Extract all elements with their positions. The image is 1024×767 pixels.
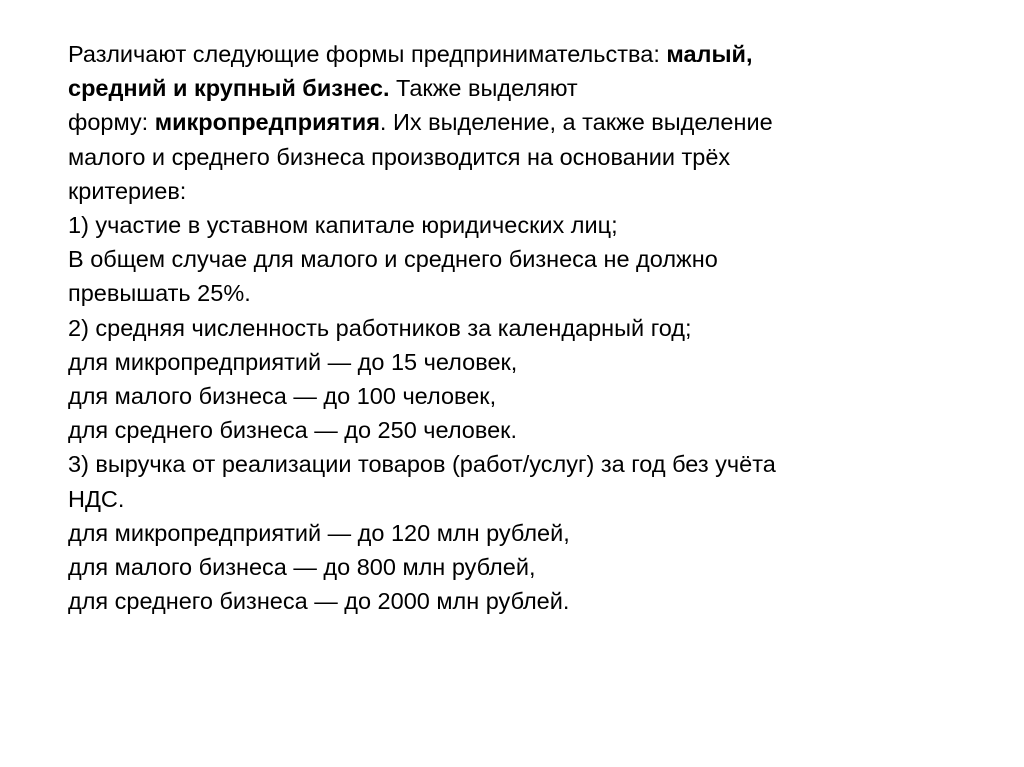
bold-term: малый,: [666, 41, 753, 67]
text-span: Также выделяют: [389, 75, 578, 102]
text-line-7: В общем случае для малого и среднего бизнеса не должно: [68, 246, 718, 273]
criterion-1: 1) участие в уставном капитале юридических лиц;: [68, 212, 618, 239]
text-line-2: [68, 71, 948, 105]
text-line-4: малого и среднего бизнеса производится на основании трёх: [68, 143, 731, 170]
text-line-14: НДС.: [68, 485, 125, 512]
text-span: Различают следующие формы предпринимательства:: [68, 41, 667, 67]
bold-term: средний и крупный бизнес.: [68, 75, 390, 102]
employees-micro: для микропредприятий — до 15 человек,: [68, 348, 518, 375]
employees-small: для малого бизнеса — до 100 человек,: [68, 383, 497, 410]
revenue-small: для малого бизнеса — до 800 млн рублей,: [68, 554, 536, 581]
text-line-1: [68, 37, 948, 71]
text-line-5: критериев:: [68, 177, 187, 204]
bold-term: микропредприятия: [154, 109, 380, 136]
body-text: [68, 37, 948, 618]
criterion-2: 2) средняя численность работников за календарный год;: [68, 314, 692, 341]
criterion-3: 3) выручка от реализации товаров (работ/услуг) за год без учёта: [68, 451, 776, 478]
revenue-micro: для микропредприятий — до 120 млн рублей,: [68, 519, 570, 546]
employees-medium: для среднего бизнеса — до 250 человек.: [68, 417, 517, 444]
text-line-3: [68, 105, 948, 139]
text-line-8: превышать 25%.: [68, 280, 251, 307]
text-span: . Их выделение, а также выделение: [379, 109, 773, 136]
text-span: форму:: [68, 109, 155, 136]
revenue-medium: для среднего бизнеса — до 2000 млн рублей.: [68, 588, 570, 615]
